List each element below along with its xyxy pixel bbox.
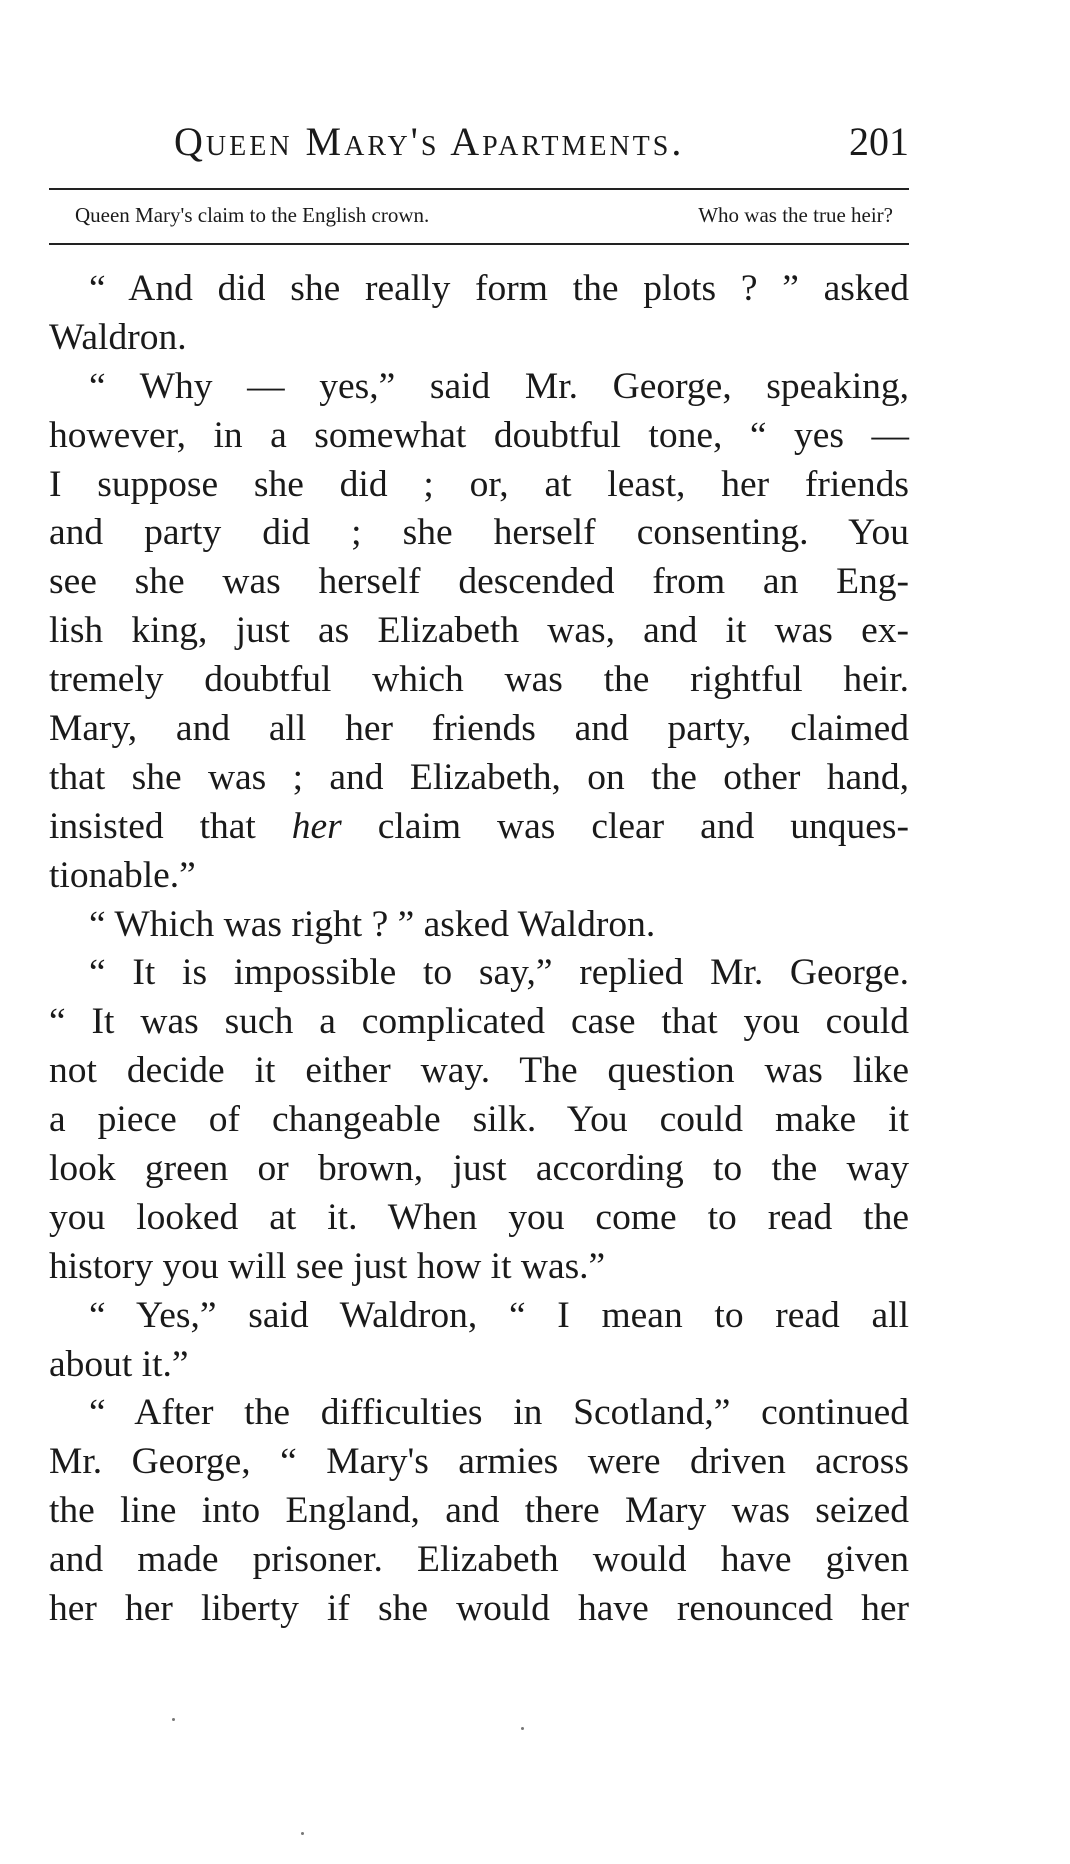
header-rule-bottom [49,243,909,245]
text-line: “ Why — yes,” said Mr. George, speaking, [89,365,909,407]
text-line: about it.” [49,1343,189,1385]
text-line: Waldron. [49,316,187,358]
text-line: the line into England, and there Mary was seized [49,1490,909,1532]
body-text [49,265,909,1634]
text-line: Mary, and all her friends and party, claimed [49,708,909,750]
text-line: tremely doubtful which was the rightful heir. [49,659,909,701]
text-line: see she was herself descended from an Eng- [49,561,909,603]
subhead-right: Who was the true heir? [698,203,893,227]
text-line: lish king, just as Elizabeth was, and it was ex- [49,610,909,652]
subhead-left: Queen Mary's claim to the English crown. [75,203,430,227]
text-line: not decide it either way. The question was like [49,1050,909,1092]
text-line: and made prisoner. Elizabeth would have given [49,1539,909,1581]
text-segment: claim was clear and unques- [377,805,909,847]
text-line: “ It was such a complicated case that you could [49,1001,909,1043]
text-line: look green or brown, just according to the way [49,1148,909,1190]
text-line: “ Yes,” said Waldron, “ I mean to read all [89,1294,909,1336]
emphasized-word: her [291,805,342,847]
running-title: Queen Mary's Apartments. [174,119,685,164]
text-line: “ After the difficulties in Scotland,” continued [89,1392,909,1434]
text-line: a piece of changeable silk. You could make it [49,1099,909,1141]
paper-speck [301,1832,304,1835]
page-number: 201 [849,119,909,164]
text-line: tionable.” [49,854,196,896]
paper-speck [172,1718,175,1721]
text-line: “ And did she really form the plots ? ” asked [89,268,909,309]
text-line: and party did ; she herself consenting. You [49,512,909,554]
text-line [49,803,909,852]
paper-speck [521,1727,524,1730]
text-line: Mr. George, “ Mary's armies were driven across [49,1441,909,1483]
text-line: her her liberty if she would have renounced her [49,1588,909,1630]
text-segment: insisted that [49,805,256,847]
text-line: “ It is impossible to say,” replied Mr. George. [89,952,909,994]
text-line: however, in a somewhat doubtful tone, “ yes — [49,414,909,456]
text-line: “ Which was right ? ” asked Waldron. [89,903,656,945]
text-line: history you will see just how it was.” [49,1245,606,1287]
text-line: that she was ; and Elizabeth, on the other hand, [49,756,909,798]
text-line: I suppose she did ; or, at least, her friends [49,463,909,505]
running-head [49,118,909,178]
text-line: you looked at it. When you come to read the [49,1196,909,1238]
header-rule-top [49,188,909,190]
